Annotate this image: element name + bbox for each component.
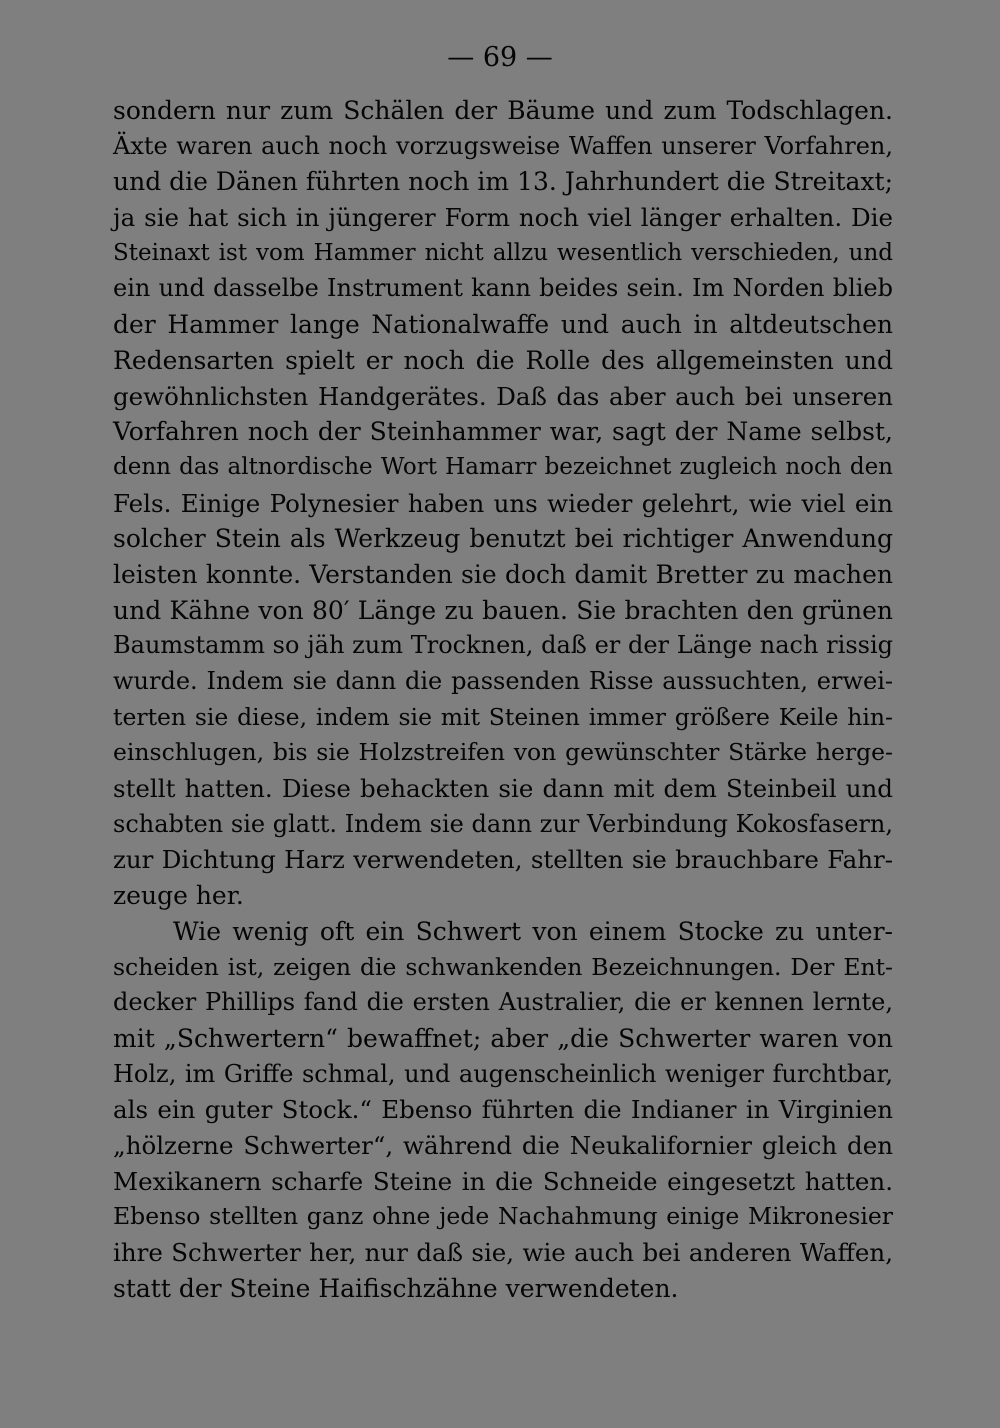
text-line: schabten sie glatt. Indem sie dann zur Verbindung Kokosfasern,	[113, 809, 893, 838]
text-line: ein und dasselbe Instrument kann beides sein. Im Norden blieb	[113, 274, 893, 303]
text-line: und Kähne von 80′ Länge zu bauen. Sie brachten den grünen	[113, 595, 893, 625]
text-line: einschlugen, bis sie Holzstreifen von gewünschter Stärke herge-	[113, 738, 893, 767]
text-line: scheiden ist, zeigen die schwankenden Bezeichnungen. Der Ent-	[113, 952, 893, 981]
text-line: Baumstamm so jäh zum Trocknen, daß er der Länge nach rissig	[113, 631, 893, 660]
text-line: der Hammer lange Nationalwaffe und auch in altdeutschen	[113, 310, 893, 340]
text-line: Ebenso stellten ganz ohne jede Nachahmung einige Mikronesier	[113, 1202, 893, 1231]
text-line: leisten konnte. Verstanden sie doch damit Bretter zu machen	[113, 559, 893, 589]
text-line: statt der Steine Haifischzähne verwendeten.	[113, 1273, 679, 1303]
text-line: denn das altnordische Wort Hamarr bezeichnet zugleich noch den	[113, 453, 893, 480]
text-line: stellt hatten. Diese behackten sie dann mit dem Steinbeil und	[113, 774, 893, 804]
text-line: Fels. Einige Polynesier haben uns wieder gelehrt, wie viel ein	[113, 488, 893, 518]
text-line: Holz, im Griffe schmal, und augenscheinlich weniger furchtbar,	[113, 1059, 893, 1088]
text-line: Mexikanern scharfe Steine in die Schneide eingesetzt hatten.	[113, 1166, 893, 1196]
text-line: sondern nur zum Schälen der Bäume und zum Todschlagen.	[113, 96, 893, 125]
text-line: wurde. Indem sie dann die passenden Risse aussuchten, erwei-	[113, 667, 893, 695]
text-line: terten sie diese, indem sie mit Steinen immer größere Keile hin-	[113, 702, 893, 731]
text-line: solcher Stein als Werkzeug benutzt bei richtiger Anwendung	[113, 524, 893, 554]
text-line: Redensarten spielt er noch die Rolle des allgemeinsten und	[113, 345, 893, 375]
text-line: ihre Schwerter her, nur daß sie, wie auch bei anderen Waffen,	[113, 1238, 893, 1267]
text-line: decker Phillips fand die ersten Australier, die er kennen lernte,	[113, 988, 893, 1017]
text-line: Wie wenig oft ein Schwert von einem Stocke zu unter-	[173, 916, 893, 946]
text-line: zur Dichtung Harz verwendeten, stellten sie brauchbare Fahr-	[113, 845, 893, 875]
text-line: mit „Schwertern“ bewaffnet; aber „die Schwerter waren von	[113, 1023, 893, 1053]
text-line: und die Dänen führten noch im 13. Jahrhundert die Streitaxt;	[113, 167, 893, 197]
text-line: Steinaxt ist vom Hammer nicht allzu wesentlich verschieden, und	[113, 239, 893, 266]
text-line: „hölzerne Schwerter“, während die Neukalifornier gleich den	[113, 1130, 893, 1160]
text-line: Vorfahren noch der Steinhammer war, sagt der Name selbst,	[113, 417, 893, 447]
text-line: gewöhnlichsten Handgerätes. Daß das aber auch bei unseren	[113, 381, 893, 411]
page-number: — 69 —	[447, 42, 553, 73]
body-text	[113, 93, 893, 1306]
text-line: als ein guter Stock.“ Ebenso führten die Indianer in Virginien	[113, 1095, 893, 1125]
text-line: Äxte waren auch noch vorzugsweise Waffen unserer Vorfahren,	[113, 131, 893, 160]
text-line: zeuge her.	[113, 881, 244, 911]
text-line: ja sie hat sich in jüngerer Form noch viel länger erhalten. Die	[113, 203, 893, 233]
